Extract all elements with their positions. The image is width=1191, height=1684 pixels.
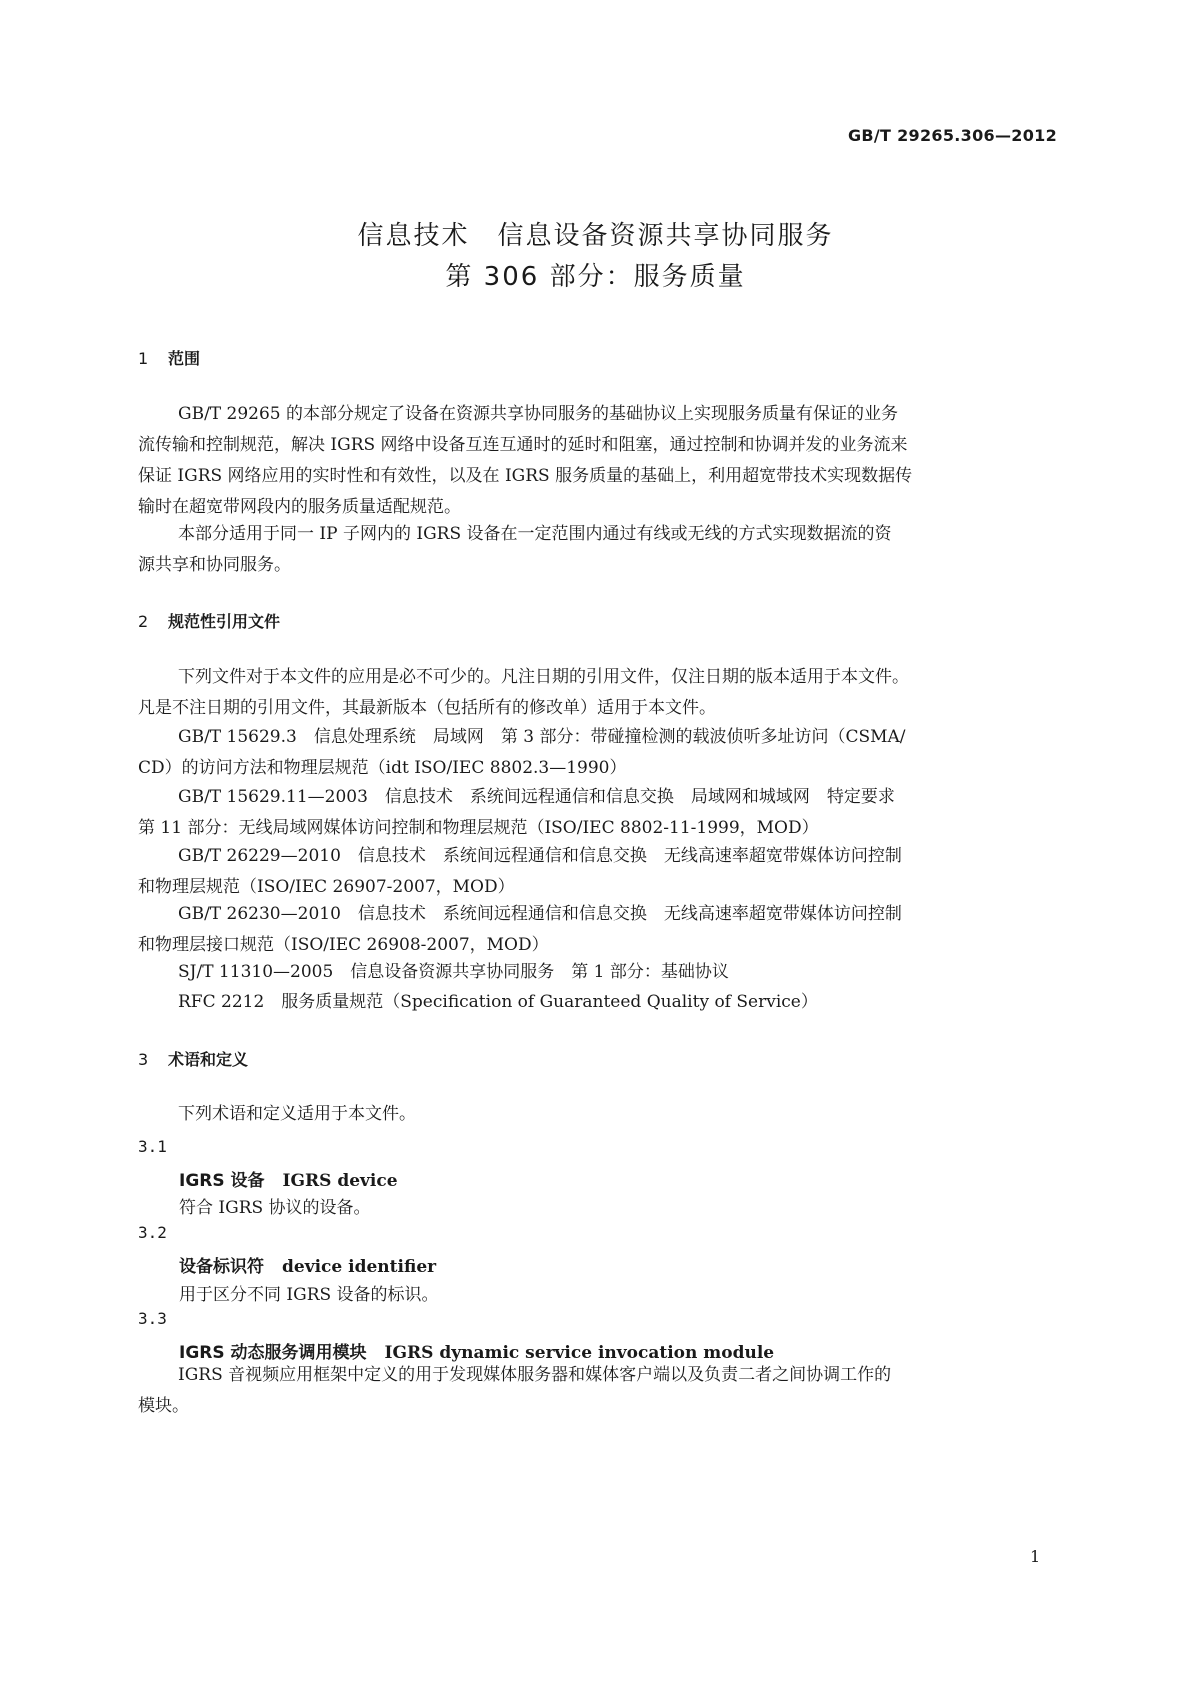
scope-paragraph-2 <box>138 519 1058 581</box>
term-definition <box>138 1360 1058 1422</box>
text-line: 下列术语和定义适用于本文件。 <box>178 1104 416 1124</box>
text-line: GB/T 26230—2010 信息技术 系统间远程通信和信息交换 无线高速率超宽带媒体访问控制 <box>178 904 902 924</box>
terms-intro <box>138 1099 1058 1130</box>
text-line: 下列文件对于本文件的应用是必不可少的。凡注日期的引用文件，仅注日期的版本适用于本文件。 <box>178 667 909 687</box>
text-line: RFC 2212 服务质量规范（Specification of Guaranteed Quality of Service） <box>178 992 818 1012</box>
text-line: GB/T 15629.3 信息处理系统 局域网 第 3 部分：带碰撞检测的载波侦听多址访问（CSMA/ <box>178 727 906 747</box>
reference-item <box>138 841 1058 903</box>
text-line: GB/T 29265 的本部分规定了设备在资源共享协同服务的基础协议上实现服务质量有保证的业务 <box>178 404 899 424</box>
page-number: 1 <box>1030 1547 1041 1566</box>
text-line: 流传输和控制规范，解决 IGRS 网络中设备互连互通时的延时和阻塞，通过控制和协调并发的业务流来 <box>138 435 908 455</box>
term-name <box>179 1166 398 1191</box>
text-line: 源共享和协同服务。 <box>138 555 291 575</box>
term-name-en: IGRS device <box>282 1171 398 1191</box>
term-name-en: IGRS dynamic service invocation module <box>384 1343 775 1363</box>
term-number: 3.2 <box>138 1223 167 1242</box>
text-line: SJ/T 11310—2005 信息设备资源共享协同服务 第 1 部分：基础协议 <box>178 962 729 982</box>
reference-item <box>138 722 1058 784</box>
term-number: 3.1 <box>138 1137 167 1156</box>
section-3-heading <box>138 1047 248 1070</box>
text-line: 输时在超宽带网段内的服务质量适配规范。 <box>138 497 461 517</box>
term-definition: 符合 IGRS 协议的设备。 <box>179 1198 371 1218</box>
section-title: 范围 <box>168 349 201 368</box>
text-line: IGRS 音视频应用框架中定义的用于发现媒体服务器和媒体客户端以及负责二者之间协调工作的 <box>178 1365 892 1385</box>
section-title: 规范性引用文件 <box>168 612 281 631</box>
reference-item <box>138 957 1058 988</box>
document-title-line2: 第 306 部分：服务质量 <box>445 262 746 292</box>
text-line: 和物理层接口规范（ISO/IEC 26908-2007，MOD） <box>138 935 549 955</box>
section-number: 2 <box>138 612 149 631</box>
section-number: 3 <box>138 1050 149 1069</box>
reference-item <box>138 899 1058 961</box>
scope-paragraph-1 <box>138 399 1058 523</box>
text-line: 凡是不注日期的引用文件，其最新版本（包括所有的修改单）适用于本文件。 <box>138 698 716 718</box>
text-line: 本部分适用于同一 IP 子网内的 IGRS 设备在一定范围内通过有线或无线的方式实现数据流的资 <box>178 524 892 544</box>
document-title-line1: 信息技术 信息设备资源共享协同服务 <box>357 221 834 251</box>
text-line: CD）的访问方法和物理层规范（idt ISO/IEC 8802.3—1990） <box>138 758 627 778</box>
term-definition: 用于区分不同 IGRS 设备的标识。 <box>179 1285 439 1305</box>
section-1-heading <box>138 346 200 369</box>
term-name-zh: IGRS 动态服务调用模块 <box>179 1343 367 1363</box>
term-name-zh: IGRS 设备 <box>179 1171 265 1191</box>
section-number: 1 <box>138 349 149 368</box>
reference-item <box>138 987 1058 1018</box>
text-line: 模块。 <box>138 1396 189 1416</box>
reference-item <box>138 782 1058 844</box>
section-title: 术语和定义 <box>168 1050 249 1069</box>
text-line: 第 11 部分：无线局域网媒体访问控制和物理层规范（ISO/IEC 8802-11-1999，MOD） <box>138 818 819 838</box>
term-number: 3.3 <box>138 1309 167 1328</box>
standard-number: GB/T 29265.306—2012 <box>847 126 1057 145</box>
section-2-heading <box>138 609 280 632</box>
text-line: GB/T 26229—2010 信息技术 系统间远程通信和信息交换 无线高速率超宽带媒体访问控制 <box>178 846 902 866</box>
term-name-zh: 设备标识符 <box>179 1257 264 1277</box>
term-name-en: device identifier <box>282 1257 437 1277</box>
text-line: 和物理层规范（ISO/IEC 26907-2007，MOD） <box>138 877 515 897</box>
text-line: 保证 IGRS 网络应用的实时性和有效性，以及在 IGRS 服务质量的基础上，利用超宽带技术实现数据传 <box>138 466 913 486</box>
references-intro <box>138 662 1058 724</box>
term-name <box>179 1252 436 1277</box>
text-line: GB/T 15629.11—2003 信息技术 系统间远程通信和信息交换 局域网和城域网 特定要求 <box>178 787 895 807</box>
